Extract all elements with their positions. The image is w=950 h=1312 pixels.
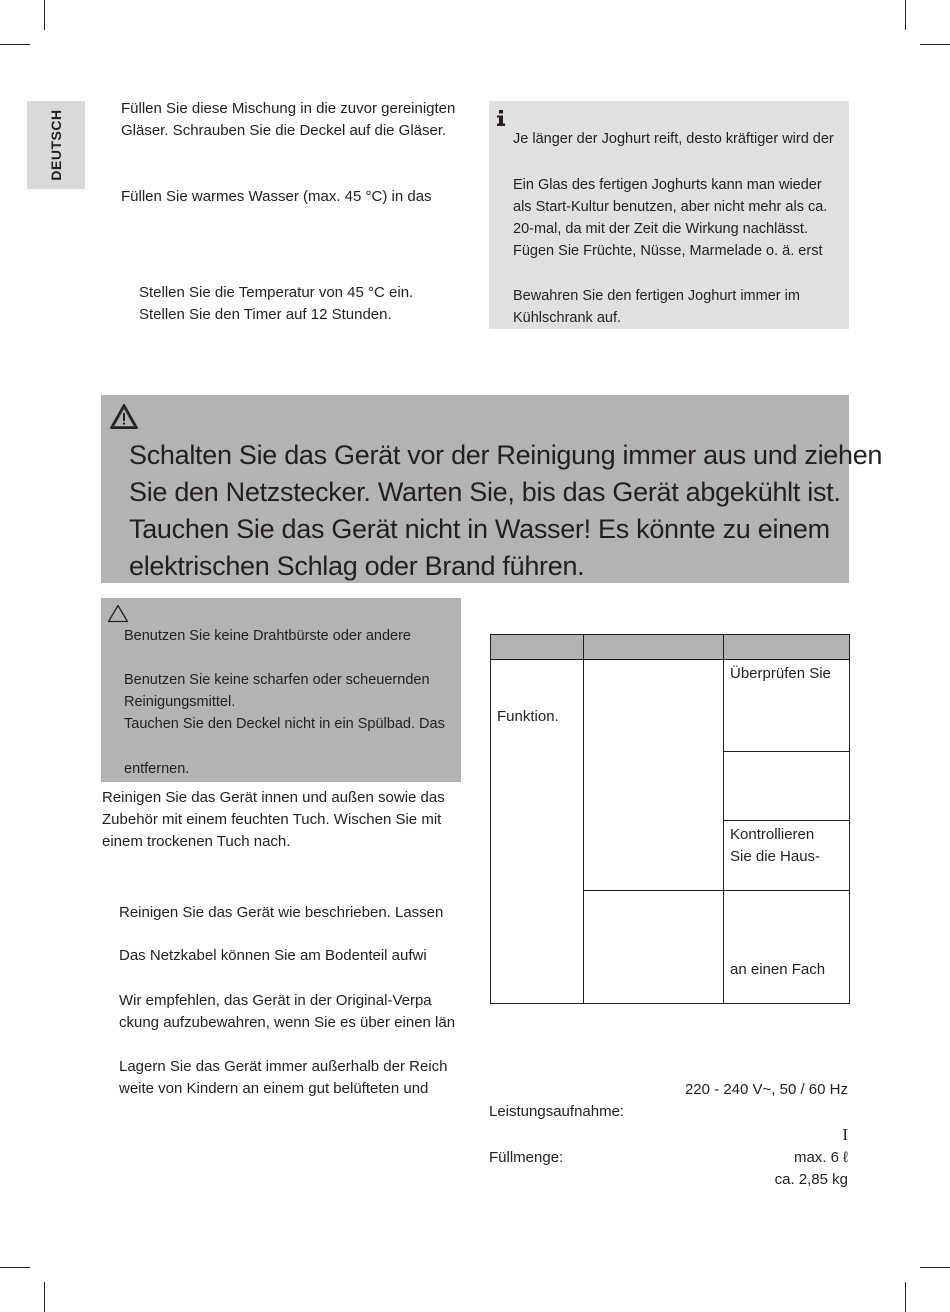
instruction-text: Füllen Sie diese Mischung in die zuvor gereinigten bbox=[121, 100, 456, 117]
table-header-cell bbox=[724, 635, 850, 660]
caution-text: Reinigungsmittel. bbox=[124, 694, 236, 710]
instruction-text: Gläser. Schrauben Sie die Deckel auf die Gläser. bbox=[121, 122, 447, 139]
remedy-text: Überprüfen Sie bbox=[730, 665, 831, 682]
spec-power-value: I bbox=[842, 1125, 848, 1144]
info-text: 20-mal, da mit der Zeit die Wirkung nachlässt. bbox=[513, 221, 808, 237]
spec-power-label: Leistungsaufnahme: bbox=[489, 1103, 625, 1120]
warning-text: Schalten Sie das Gerät vor der Reinigung immer aus und ziehen bbox=[129, 440, 883, 470]
instruction-text: Stellen Sie den Timer auf 12 Stunden. bbox=[139, 306, 392, 323]
storage-text: ckung aufzubewahren, wenn Sie es über einen län bbox=[119, 1014, 456, 1031]
storage-text: Reinigen Sie das Gerät wie beschrieben. Lassen bbox=[119, 904, 444, 921]
crop-mark bbox=[905, 0, 906, 30]
info-text: Je länger der Joghurt reift, desto kräftiger wird der bbox=[513, 131, 834, 147]
remedy-text: Kontrollieren Sie die Haus- bbox=[730, 826, 821, 865]
table-header-row bbox=[491, 635, 850, 660]
remedy-cell bbox=[724, 660, 850, 752]
caution-text: Tauchen Sie den Deckel nicht in ein Spülbad. Das bbox=[124, 716, 445, 732]
warning-triangle-icon bbox=[109, 403, 139, 430]
storage-text: Lagern Sie das Gerät immer außerhalb der Reich bbox=[119, 1058, 448, 1075]
info-text: Kühlschrank auf. bbox=[513, 310, 622, 326]
crop-mark bbox=[0, 1267, 30, 1268]
remedy-text: an einen Fach bbox=[730, 961, 826, 978]
table-row bbox=[491, 660, 850, 752]
spec-capacity-label: Füllmenge: bbox=[489, 1149, 564, 1166]
remedy-text bbox=[724, 752, 849, 758]
crop-mark bbox=[44, 1282, 45, 1312]
language-tab bbox=[27, 101, 85, 189]
crop-mark bbox=[0, 44, 30, 45]
cause-cell bbox=[584, 891, 724, 1004]
troubleshooting-table bbox=[490, 634, 850, 1004]
storage-text: Das Netzkabel können Sie am Bodenteil aufwi bbox=[119, 947, 427, 964]
warning-text: Tauchen Sie das Gerät nicht in Wasser! Es könnte zu einem bbox=[129, 514, 830, 544]
remedy-cell bbox=[724, 752, 850, 821]
storage-text: Wir empfehlen, das Gerät in der Original-Verpa bbox=[119, 992, 432, 1009]
crop-mark bbox=[905, 1282, 906, 1312]
info-text: Bewahren Sie den fertigen Joghurt immer im bbox=[513, 288, 800, 304]
crop-mark bbox=[920, 44, 950, 45]
cleaning-text: einem trockenen Tuch nach. bbox=[102, 833, 291, 850]
warning-text: elektrischen Schlag oder Brand führen. bbox=[129, 551, 585, 581]
spec-capacity-value: max. 6 ℓ bbox=[793, 1149, 848, 1166]
remedy-cell bbox=[724, 821, 850, 891]
table-header-cell bbox=[491, 635, 584, 660]
instruction-text: Stellen Sie die Temperatur von 45 °C ein. bbox=[139, 284, 414, 301]
spec-weight-value: ca. 2,85 kg bbox=[774, 1171, 848, 1188]
cleaning-text: Reinigen Sie das Gerät innen und außen sowie das bbox=[102, 789, 445, 806]
info-icon bbox=[496, 110, 506, 126]
caution-text: entfernen. bbox=[124, 761, 190, 777]
problem-text: Funktion. bbox=[497, 708, 559, 725]
language-tab-label: DEUTSCH bbox=[48, 109, 64, 181]
info-text: Fügen Sie Früchte, Nüsse, Marmelade o. ä. erst bbox=[513, 243, 823, 259]
info-text: Ein Glas des fertigen Joghurts kann man wieder bbox=[513, 177, 822, 193]
info-text: als Start-Kultur benutzen, aber nicht mehr als ca. bbox=[513, 199, 828, 215]
instruction-text: Füllen Sie warmes Wasser (max. 45 °C) in das bbox=[121, 188, 432, 205]
caution-text: Benutzen Sie keine Drahtbürste oder andere bbox=[124, 628, 411, 644]
remedy-cell bbox=[724, 891, 850, 1004]
caution-triangle-icon bbox=[107, 604, 129, 623]
warning-text: Sie den Netzstecker. Warten Sie, bis das Gerät abgekühlt ist. bbox=[129, 477, 841, 507]
crop-mark bbox=[44, 0, 45, 30]
spec-voltage-value: 220 - 240 V~, 50 / 60 Hz bbox=[684, 1081, 848, 1098]
crop-mark bbox=[920, 1267, 950, 1268]
cleaning-text: Zubehör mit einem feuchten Tuch. Wischen Sie mit bbox=[102, 811, 442, 828]
table-header-cell bbox=[584, 635, 724, 660]
cause-cell bbox=[584, 660, 724, 891]
caution-text: Benutzen Sie keine scharfen oder scheuernden bbox=[124, 672, 430, 688]
problem-cell bbox=[491, 660, 584, 1004]
storage-text: weite von Kindern an einem gut belüfteten und bbox=[119, 1080, 429, 1097]
